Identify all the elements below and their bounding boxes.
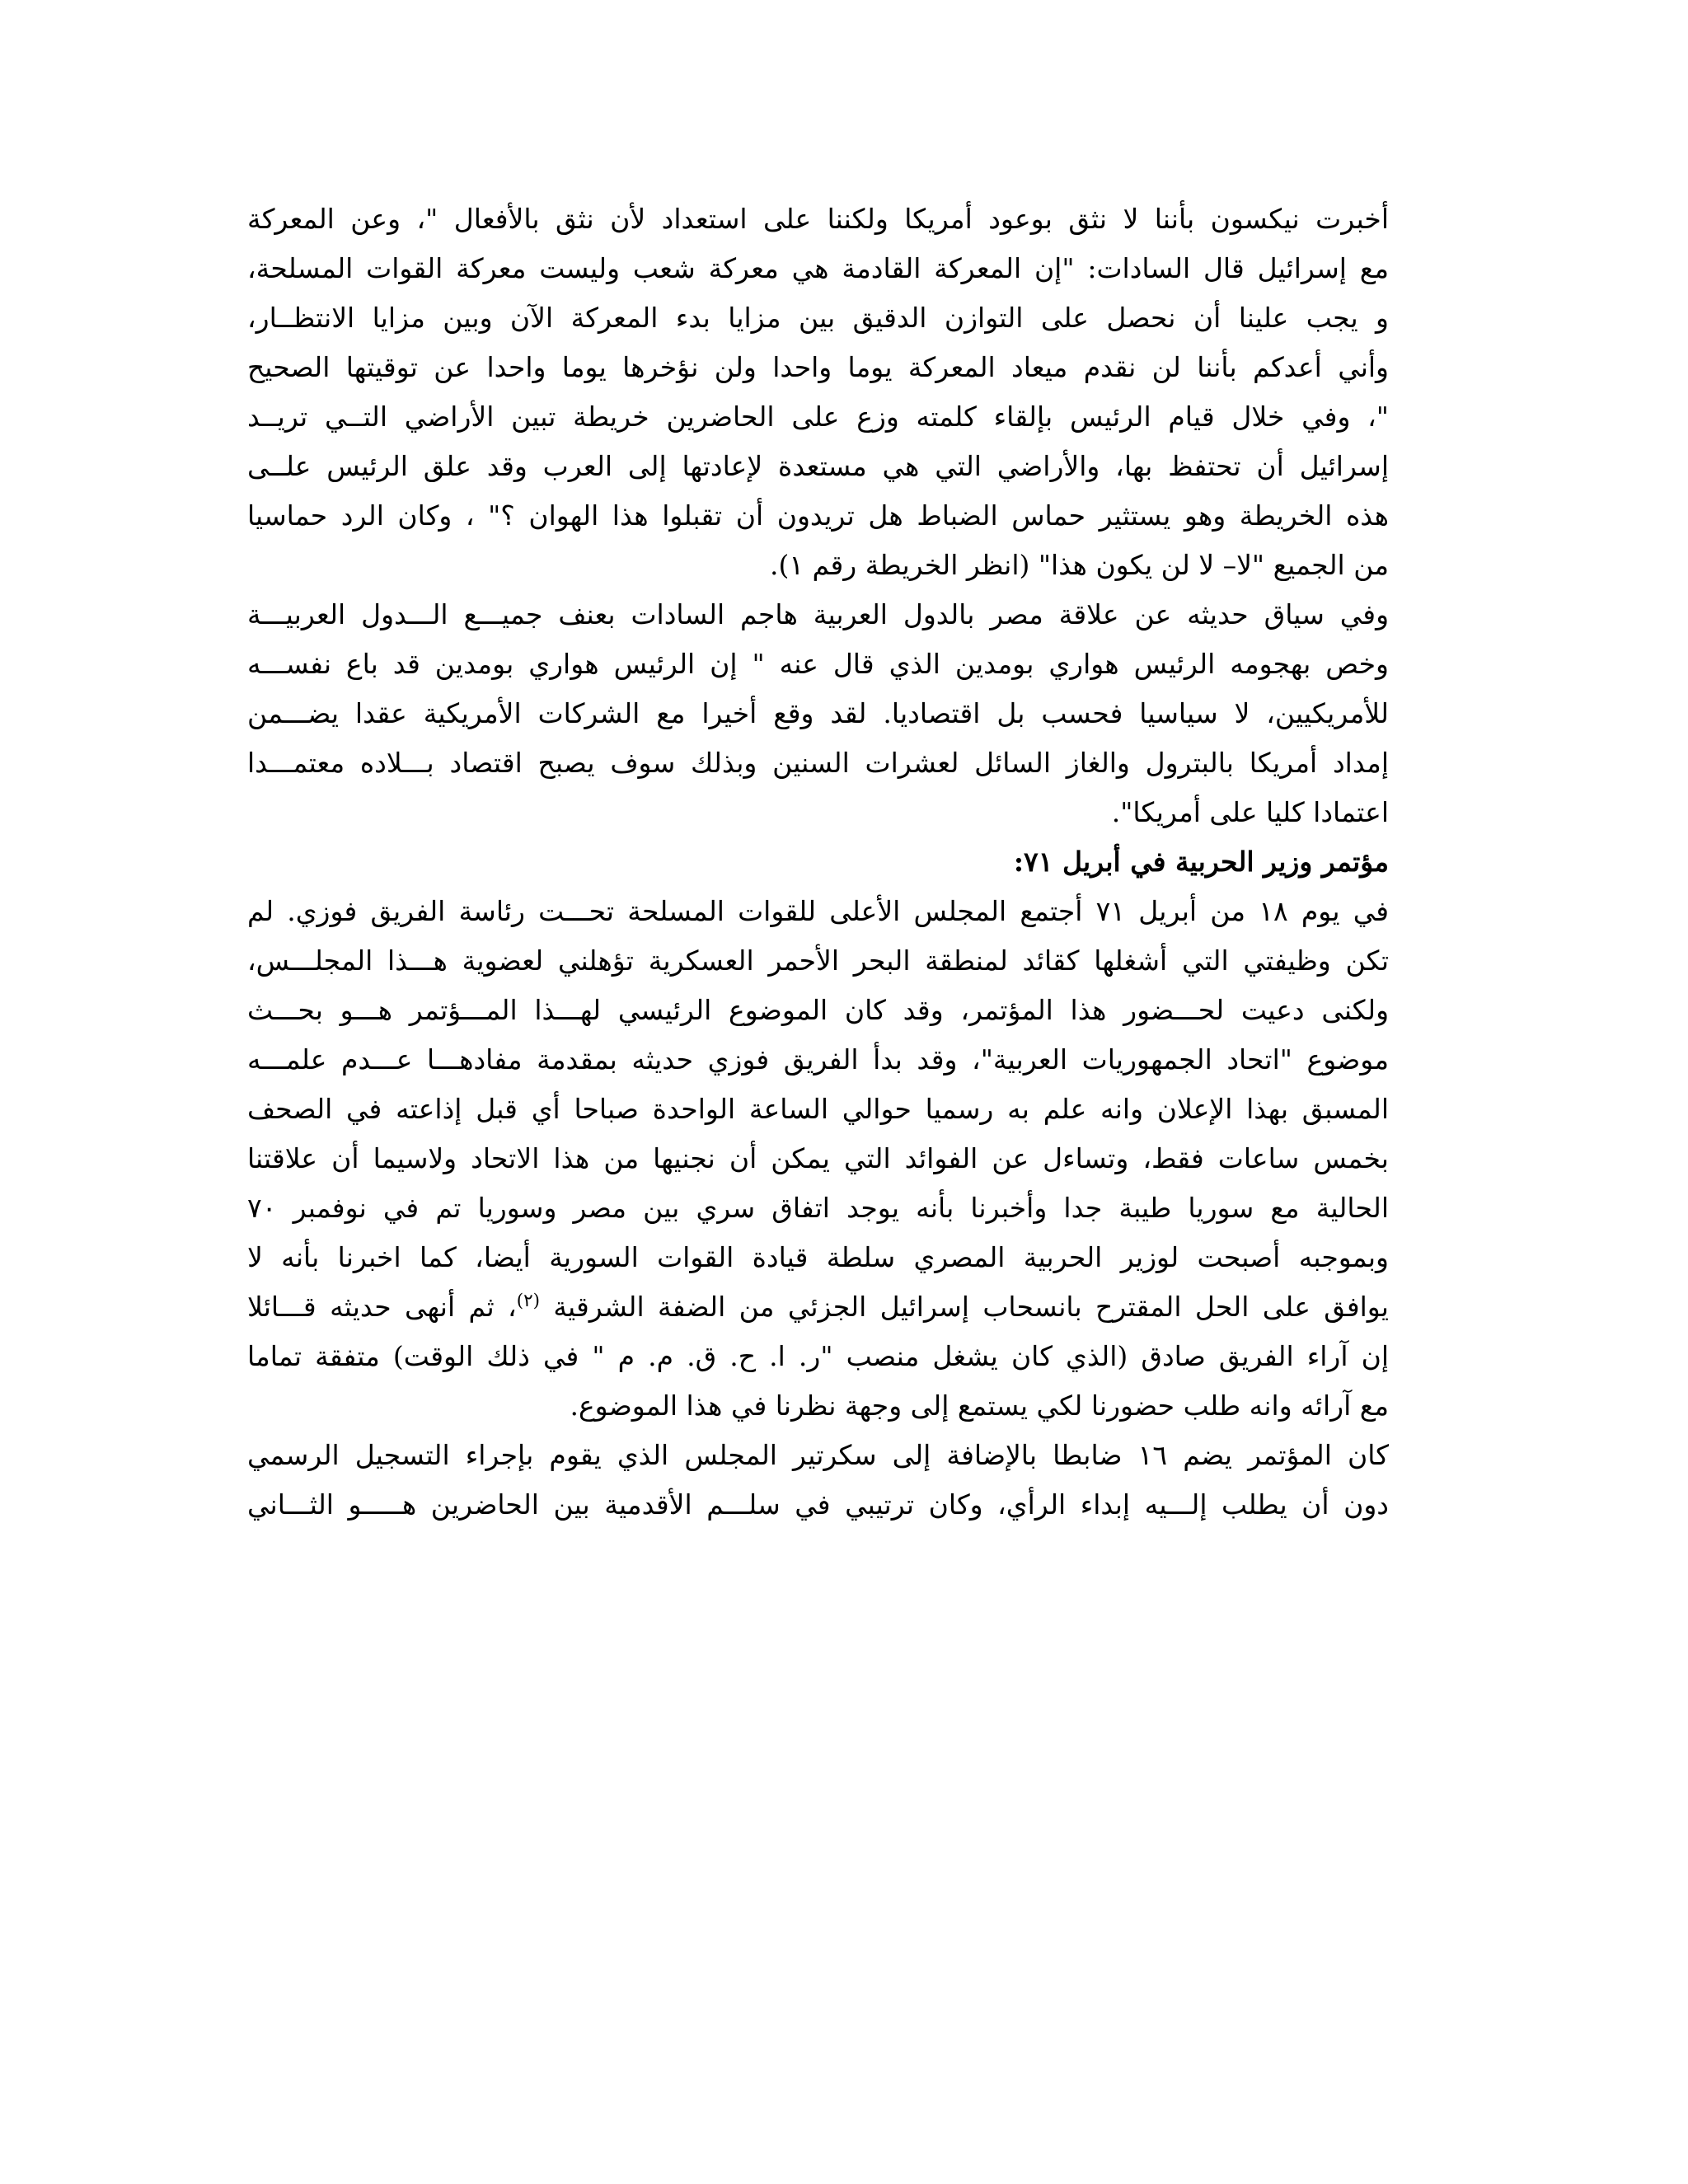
text-line: "، وفي خلال قيام الرئيس بإلقاء كلمته وزع على الحاضرين خريطة تبين الأراضي التــي تريــد (247, 401, 1389, 433)
text-line: إن آراء الفريق صادق (الذي كان يشغل منصب "ر. ا. ح. ق. م. م " في ذلك الوقت) متفقة تماما (247, 1340, 1389, 1372)
text-fragment: ، ثم أنهى حديثه قـــائلا (247, 1291, 517, 1323)
text-line: و يجب علينا أن نحصل على التوازن الدقيق بين مزايا بدء المعركة الآن وبين مزايا الانتظــار، (247, 302, 1389, 334)
section-heading: مؤتمر وزير الحربية في أبريل ٧١: (1013, 846, 1389, 878)
text-line: مع إسرائيل قال السادات: "إن المعركة القادمة هي معركة شعب وليست معركة القوات المسلحة، (247, 252, 1389, 284)
text-line: من الجميع "لا– لا لن يكون هذا" (انظر الخريطة رقم ١). (769, 549, 1389, 581)
text-line: تكن وظيفتي التي أشغلها كقائد لمنطقة البحر الأحمر العسكرية تؤهلني لعضوية هـــذا المجلـــس، (247, 944, 1389, 977)
text-line: ولكنى دعيت لحـــضور هذا المؤتمر، وقد كان الموضوع الرئيسي لهـــذا المـــؤتمر هـــو بحـــث (247, 994, 1389, 1026)
text-line: مع آرائه وانه طلب حضورنا لكي يستمع إلى وجهة نظرنا في هذا الموضوع. (570, 1390, 1389, 1422)
text-line: الحالية مع سوريا طيبة جدا وأخبرنا بأنه يوجد اتفاق سري بين مصر وسوريا تم في نوفمبر ٧٠ (247, 1192, 1389, 1224)
text-line: دون أن يطلب إلـــيه إبداء الرأي، وكان ترتيبي في سلـــم الأقدمية بين الحاضرين هـــــو الثـــاني (247, 1488, 1389, 1521)
text-line: هذه الخريطة وهو يستثير حماس الضباط هل تريدون أن تقبلوا هذا الهوان ؟" ، وكان الرد حماسيا (247, 499, 1389, 532)
text-line: وأني أعدكم بأننا لن نقدم ميعاد المعركة يوما واحدا ولن نؤخرها يوما واحدا عن توقيتها الصحيح (247, 351, 1389, 383)
paragraph-2 (247, 590, 1389, 837)
text-fragment: يوافق على الحل المقترح بانسحاب إسرائيل الجزئي من الضفة الشرقية (553, 1291, 1389, 1323)
paragraph-1 (247, 194, 1389, 590)
text-line: وفي سياق حديثه عن علاقة مصر بالدول العربية هاجم السادات بعنف جميـــع الـــدول العربيـــة (247, 598, 1389, 630)
paragraph-4 (247, 1431, 1389, 1530)
text-line: كان المؤتمر يضم ١٦ ضابطا بالإضافة إلى سكرتير المجلس الذي يقوم بإجراء التسجيل الرسمي (247, 1439, 1389, 1471)
text-line: في يوم ١٨ من أبريل ٧١ أجتمع المجلس الأعلى للقوات المسلحة تحـــت رئاسة الفريق فوزي. لم (247, 895, 1389, 927)
paragraph-3 (247, 887, 1389, 1431)
document-body (247, 194, 1389, 1530)
text-line: إسرائيل أن تحتفظ بها، والأراضي التي هي مستعدة لإعادتها إلى العرب وقد علق الرئيس علــى (247, 450, 1389, 482)
text-line: بخمس ساعات فقط، وتساءل عن الفوائد التي يمكن أن نجنيها من هذا الاتحاد ولاسيما أن علاقتنا (247, 1142, 1389, 1174)
text-line: أخبرت نيكسون بأننا لا نثق بوعود أمريكا ولكننا على استعداد لأن نثق بالأفعال "، وعن المعركة (247, 203, 1389, 235)
text-line: موضوع "اتحاد الجمهوريات العربية"، وقد بدأ الفريق فوزي حديثه بمقدمة مفادهـــا عـــدم علمـــه (247, 1043, 1389, 1076)
text-line: إمداد أمريكا بالبترول والغاز السائل لعشرات السنين وبذلك سوف يصبح اقتصاد بـــلاده معتمـــدا (247, 747, 1389, 779)
text-line: اعتمادا كليا على أمريكا". (1111, 796, 1389, 828)
text-line: المسبق بهذا الإعلان وانه علم به رسميا حوالي الساعة الواحدة صباحا أي قبل إذاعته في الصحف (247, 1093, 1389, 1125)
text-line-with-footnote (247, 1282, 1389, 1332)
footnote-reference[interactable]: (٢) (516, 1291, 540, 1311)
text-line: وخص بهجومه الرئيس هواري بومدين الذي قال عنه " إن الرئيس هواري بومدين قد باع نفســـه (247, 648, 1389, 680)
text-line: للأمريكيين، لا سياسيا فحسب بل اقتصاديا. لقد وقع أخيرا مع الشركات الأمريكية عقدا يضـــمن (247, 697, 1389, 729)
text-line: وبموجبه أصبحت لوزير الحربية المصري سلطة قيادة القوات السورية أيضا، كما اخبرنا بأنه لا (247, 1241, 1389, 1273)
